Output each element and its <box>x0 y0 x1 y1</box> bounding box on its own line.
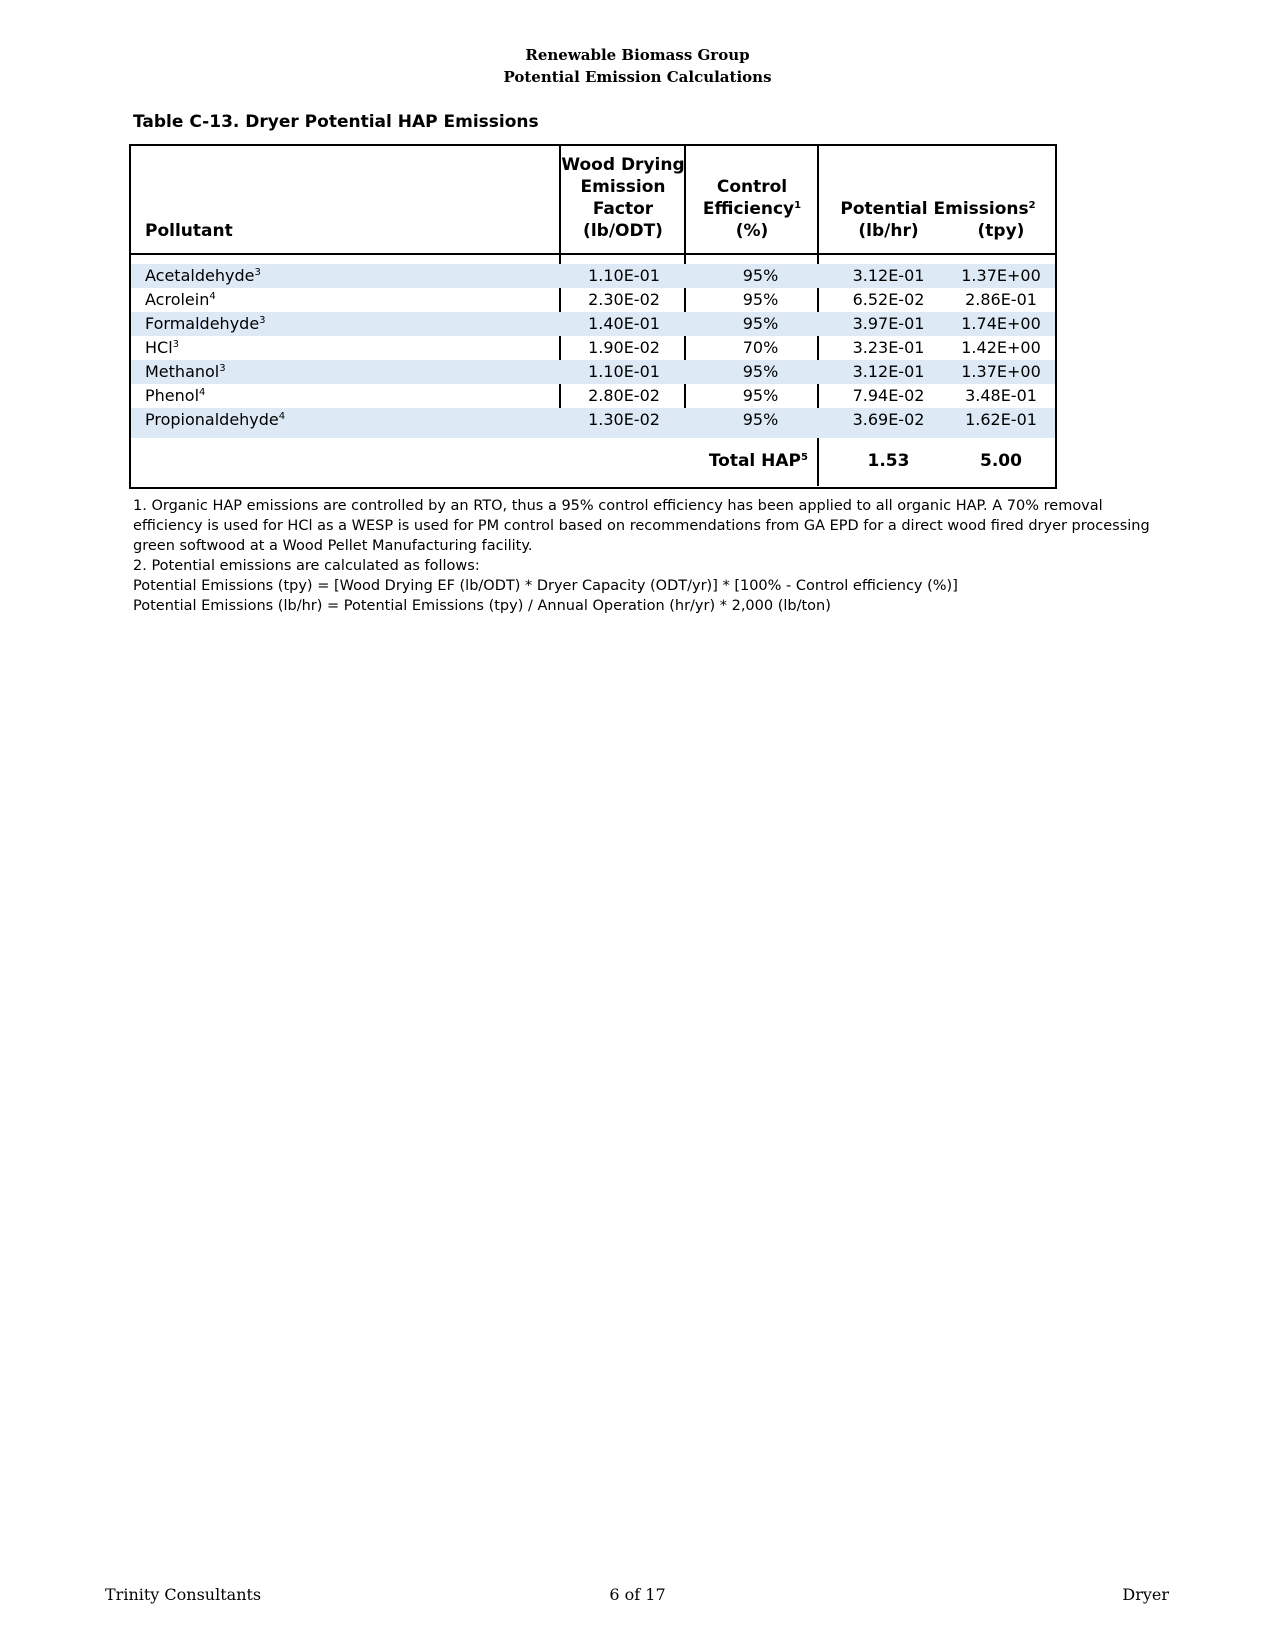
footnote-ref: 4 <box>209 291 216 302</box>
cell-ef: 1.30E-02 <box>588 410 660 429</box>
footnote-ref: 3 <box>259 315 266 326</box>
header-pollutant: Pollutant <box>145 221 233 241</box>
table-row <box>131 288 1055 312</box>
cell-ce: 95% <box>742 386 779 405</box>
footer-page-number: 6 of 17 <box>609 1585 666 1604</box>
cell-ce: 95% <box>742 362 779 381</box>
cell-tpy: 3.48E-01 <box>965 386 1037 405</box>
cell-ce: 95% <box>742 314 779 333</box>
header-divider <box>131 253 1055 255</box>
footnote-ref: 3 <box>254 267 261 278</box>
footnote-ref: 3 <box>172 339 180 350</box>
footnote-ref: 4 <box>278 411 286 422</box>
header-lb-hr: (lb/hr) <box>858 221 919 241</box>
total-tpy: 5.00 <box>980 451 1022 471</box>
pollutant-name <box>145 288 216 312</box>
header-pe-text: Potential Emissions <box>840 199 1029 219</box>
footnote-ref: 2 <box>1028 200 1036 211</box>
cell-ef: 1.10E-01 <box>588 266 660 285</box>
cell-ce: 95% <box>742 266 779 285</box>
note: Potential Emissions (tpy) = [Wood Drying EF (lb/ODT) * Dryer Capacity (ODT/yr)] * [100% - Control efficiency (%)] <box>133 578 958 594</box>
document-header-company: Renewable Biomass Group <box>525 46 750 64</box>
footnote-ref: 5 <box>801 452 808 463</box>
table-row <box>131 336 1055 360</box>
header-ce-line: (%) <box>735 221 769 241</box>
header-ef-line: Wood Drying <box>561 155 685 175</box>
footer-company: Trinity Consultants <box>105 1585 262 1604</box>
total-hap-label <box>586 438 816 484</box>
cell-tpy: 1.37E+00 <box>961 362 1041 381</box>
pollutant-name <box>145 360 226 384</box>
total-lb-hr: 1.53 <box>867 451 910 471</box>
cell-tpy: 1.62E-01 <box>965 410 1037 429</box>
pollutant-text: Propionaldehyde <box>145 410 279 429</box>
hap-emissions-table <box>129 144 1057 489</box>
note: 1. Organic HAP emissions are controlled by an RTO, thus a 95% control efficiency has been applied to all organic HAP. A 70% removal efficiency is used for HCl as a WESP is used for PM control based on recommendations from GA EPD for a direct wood fired dryer processing green softwood at a Wood Pellet Manufacturing facility. <box>133 498 1150 554</box>
header-ef-line: Emission <box>580 177 666 197</box>
footer-section: Dryer <box>1122 1585 1169 1604</box>
pollutant-text: HCl <box>145 338 173 357</box>
cell-ef: 1.90E-02 <box>588 338 660 357</box>
pollutant-text: Formaldehyde <box>145 314 260 333</box>
header-ce-line <box>687 198 817 220</box>
cell-ce: 70% <box>742 338 779 357</box>
cell-tpy: 2.86E-01 <box>965 290 1037 309</box>
cell-ef: 2.30E-02 <box>588 290 660 309</box>
pollutant-text: Phenol <box>145 386 200 405</box>
cell-lbhr: 3.23E-01 <box>852 338 925 357</box>
pollutant-name <box>145 384 205 408</box>
table-row <box>131 312 1055 336</box>
pollutant-name <box>145 336 179 360</box>
cell-ef: 1.40E-01 <box>588 314 660 333</box>
cell-tpy: 1.42E+00 <box>961 338 1041 357</box>
footnote-ref: 1 <box>794 200 802 211</box>
total-label-text: Total HAP <box>708 451 802 471</box>
cell-tpy: 1.37E+00 <box>961 266 1041 285</box>
cell-lbhr: 3.97E-01 <box>852 314 925 333</box>
header-potential-emissions <box>819 198 1057 220</box>
pollutant-name <box>145 408 285 432</box>
header-tpy: (tpy) <box>977 221 1025 241</box>
cell-lbhr: 3.69E-02 <box>852 410 925 429</box>
table-row <box>131 408 1055 432</box>
pollutant-text: Acrolein <box>145 290 210 309</box>
table-row <box>131 360 1055 384</box>
cell-lbhr: 7.94E-02 <box>852 386 925 405</box>
header-emission-factor <box>561 154 685 242</box>
table-title: Table C-13. Dryer Potential HAP Emissions <box>133 112 539 132</box>
cell-lbhr: 3.12E-01 <box>852 266 925 285</box>
pollutant-text: Methanol <box>145 362 220 381</box>
cell-ef: 2.80E-02 <box>588 386 660 405</box>
footnote-ref: 3 <box>219 363 226 374</box>
cell-ef: 1.10E-01 <box>588 362 660 381</box>
header-ef-line: (lb/ODT) <box>583 221 663 241</box>
note: Potential Emissions (lb/hr) = Potential Emissions (tpy) / Annual Operation (hr/yr) * 2,000 (lb/ton) <box>133 598 831 614</box>
cell-ce: 95% <box>742 410 779 429</box>
pollutant-name <box>145 264 261 288</box>
cell-lbhr: 3.12E-01 <box>852 362 925 381</box>
table-row <box>131 264 1055 288</box>
header-control-efficiency <box>687 176 817 242</box>
cell-ce: 95% <box>742 290 779 309</box>
note: 2. Potential emissions are calculated as follows: <box>133 558 480 574</box>
header-ef-line: Factor <box>592 199 654 219</box>
table-notes <box>133 496 1163 616</box>
table-row <box>131 384 1055 408</box>
cell-tpy: 1.74E+00 <box>961 314 1041 333</box>
header-ce-line: Control <box>716 177 788 197</box>
pollutant-text: Acetaldehyde <box>145 266 255 285</box>
document-header-subtitle: Potential Emission Calculations <box>503 68 772 86</box>
cell-lbhr: 6.52E-02 <box>852 290 925 309</box>
pollutant-name <box>145 312 266 336</box>
header-ce-text: Efficiency <box>702 199 795 219</box>
footnote-ref: 4 <box>199 387 206 398</box>
